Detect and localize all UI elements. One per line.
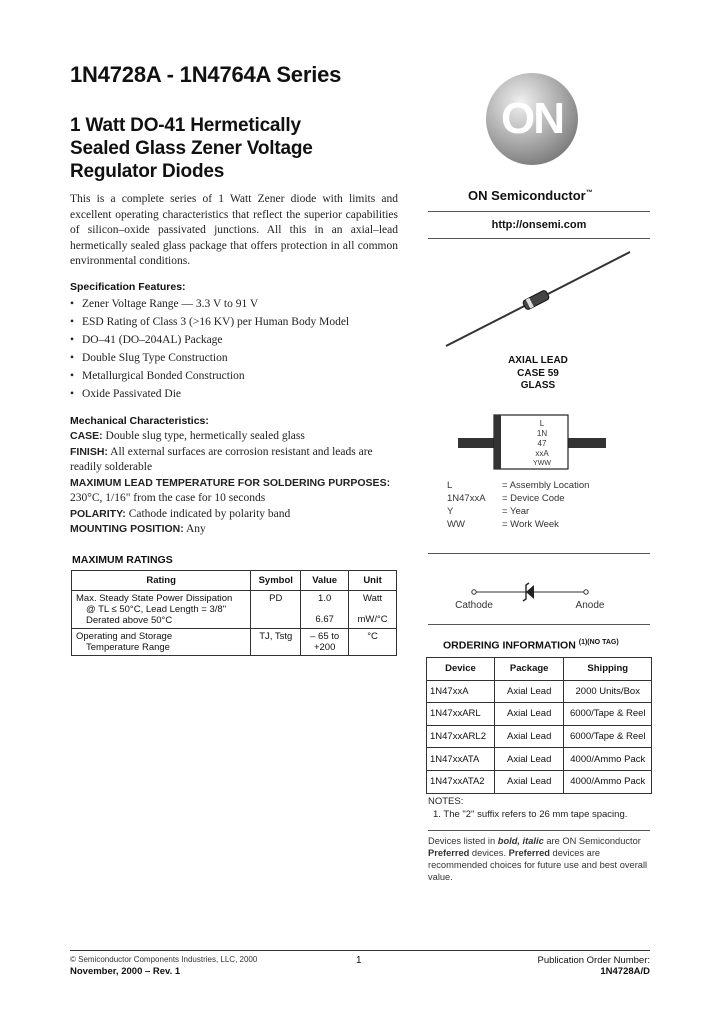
diode-body — [522, 290, 550, 311]
legend-row: WW = Work Week — [447, 519, 559, 530]
legend-row: L = Assembly Location — [447, 480, 590, 491]
marking-line: YWW — [533, 460, 551, 467]
logo-text: ON — [501, 94, 563, 143]
polarity-label: POLARITY: — [70, 507, 126, 520]
list-item: • ESD Rating of Class 3 (>16 KV) per Human Body Model — [70, 316, 350, 328]
cathode-terminal — [472, 590, 476, 594]
case-label: CASE: — [70, 430, 103, 442]
publication-order-number: Publication Order Number: 1N4728A/D — [537, 955, 650, 977]
shipping-cell: 6000/Tape & Reel — [564, 725, 652, 748]
zener-symbol-diagram — [450, 575, 620, 615]
divider — [428, 553, 650, 554]
divider — [428, 624, 650, 625]
case-text: Double slug type, hermetically sealed glass — [105, 430, 305, 442]
package-cell: Axial Lead — [494, 748, 564, 771]
column-header: Device — [427, 658, 495, 681]
table-row — [427, 725, 652, 748]
marking-line: 1N — [536, 429, 548, 438]
on-logo — [486, 73, 578, 165]
device-cell: 1N47xxARL — [427, 703, 495, 726]
marking-line: 47 — [537, 439, 547, 448]
device-cell: 1N47xxA — [427, 680, 495, 703]
package-label: AXIAL LEAD CASE 59 GLASS — [508, 355, 568, 391]
table-row — [72, 591, 397, 629]
table-header-row — [427, 658, 652, 681]
value-cell: 1.0 6.67 — [301, 591, 349, 629]
marking-line: L — [539, 419, 545, 428]
unit-cell: °C — [349, 629, 397, 656]
cathode-label: Cathode — [455, 600, 493, 611]
rating-cell: Max. Steady State Power Dissipation @ TL ≤ 50°C, Lead Length = 3/8" Derated above 50°C — [72, 591, 251, 629]
shipping-cell: 4000/Ammo Pack — [564, 748, 652, 771]
notes-heading: NOTES: — [428, 796, 464, 807]
max-ratings-heading: MAXIMUM RATINGS — [72, 554, 173, 566]
product-title-line: Sealed Glass Zener Voltage — [70, 138, 313, 159]
company-name: ON Semiconductor™ — [468, 188, 593, 203]
list-item: • Oxide Passivated Die — [70, 388, 182, 400]
divider — [428, 830, 650, 831]
column-header: Unit — [349, 571, 397, 591]
device-cell: 1N47xxATA2 — [427, 770, 495, 793]
shipping-cell: 4000/Ammo Pack — [564, 770, 652, 793]
list-item: • Metallurgical Bonded Construction — [70, 370, 245, 382]
table-row — [427, 770, 652, 793]
notes — [428, 795, 627, 821]
finish-text: All external surfaces are corrosion resistant and leads are readily solderable — [70, 445, 373, 473]
marking-diagram — [456, 414, 616, 472]
marking-body — [494, 415, 568, 469]
mechanical-heading: Mechanical Characteristics: — [70, 415, 209, 427]
device-cell: 1N47xxATA — [427, 748, 495, 771]
product-title-line: Regulator Diodes — [70, 161, 225, 182]
marking-legend — [447, 479, 589, 531]
column-header: Rating — [72, 571, 251, 591]
value-cell: – 65 to +200 — [301, 629, 349, 656]
spec-heading: Specification Features: — [70, 281, 186, 293]
anode-terminal — [584, 590, 588, 594]
unit-cell: Watt mW/°C — [349, 591, 397, 629]
column-header: Symbol — [251, 571, 301, 591]
divider — [428, 238, 650, 239]
divider — [428, 211, 650, 212]
column-header: Value — [301, 571, 349, 591]
preferred-devices-note: Devices listed in bold, italic are ON Semiconductor Preferred devices. Preferred devices are recommended choices for future use and best overall value. — [428, 836, 648, 882]
ordering-table — [426, 657, 652, 794]
zener-triangle — [526, 585, 534, 599]
legend-row: Y = Year — [447, 506, 530, 517]
list-item: • Double Slug Type Construction — [70, 352, 228, 364]
mounting-label: MOUNTING POSITION: — [70, 523, 184, 535]
axial-diode-illustration — [440, 246, 640, 352]
finish-label: FINISH: — [70, 445, 108, 458]
table-row — [427, 680, 652, 703]
cathode-band — [494, 415, 501, 469]
note-item: 1. The "2" suffix refers to 26 mm tape spacing. — [433, 809, 628, 820]
package-cell: Axial Lead — [494, 703, 564, 726]
shipping-cell: 6000/Tape & Reel — [564, 703, 652, 726]
website-link[interactable]: http://onsemi.com — [491, 219, 587, 231]
symbol-cell: TJ, Tstg — [251, 629, 301, 656]
symbol-cell: PD — [251, 591, 301, 629]
intro-paragraph: This is a complete series of 1 Watt Zener diode with limits and excellent operating characteristics that reflect the superior capabilities of silicon–oxide passivated junctions. All this in an axial–lead hermetically sealed glass package that offers protection in all common environmental conditions. — [70, 193, 398, 267]
list-item: • Zener Voltage Range — 3.3 V to 91 V — [70, 298, 259, 310]
list-item: • DO–41 (DO–204AL) Package — [70, 334, 223, 346]
mounting-text: Any — [186, 523, 206, 535]
column-header: Shipping — [564, 658, 652, 681]
table-row — [427, 703, 652, 726]
series-title: 1N4728A - 1N4764A Series — [70, 62, 342, 87]
product-title — [70, 114, 313, 183]
column-header: Package — [494, 658, 564, 681]
package-cell: Axial Lead — [494, 725, 564, 748]
marking-line: xxA — [535, 449, 549, 458]
anode-label: Anode — [575, 600, 605, 611]
max-ratings-table — [71, 570, 397, 656]
ordering-heading: ORDERING INFORMATION $^{(1)(NO TAG)}$ — [443, 639, 619, 652]
footer-divider — [70, 950, 650, 951]
legend-row: 1N47xxA = Device Code — [447, 493, 565, 504]
spec-list — [70, 295, 390, 403]
product-title-line: 1 Watt DO-41 Hermetically — [70, 115, 301, 136]
table-row — [427, 748, 652, 771]
table-row — [72, 629, 397, 656]
device-cell: 1N47xxARL2 — [427, 725, 495, 748]
page-number: 1 — [356, 955, 362, 966]
package-cell: Axial Lead — [494, 770, 564, 793]
copyright: © Semiconductor Components Industries, LLC, 2000 — [70, 955, 258, 964]
polarity-text: Cathode indicated by polarity band — [128, 507, 291, 520]
revision-date: November, 2000 – Rev. 1 — [70, 966, 181, 977]
rating-cell: Operating and Storage Temperature Range — [72, 629, 251, 656]
package-cell: Axial Lead — [494, 680, 564, 703]
lead-temp-label: MAXIMUM LEAD TEMPERATURE FOR SOLDERING PURPOSES: — [70, 476, 391, 489]
shipping-cell: 2000 Units/Box — [564, 680, 652, 703]
table-header-row — [72, 571, 397, 591]
mechanical-characteristics — [70, 429, 400, 538]
lead-temp-text: 230°C, 1/16" from the case for 10 seconds — [70, 492, 266, 504]
